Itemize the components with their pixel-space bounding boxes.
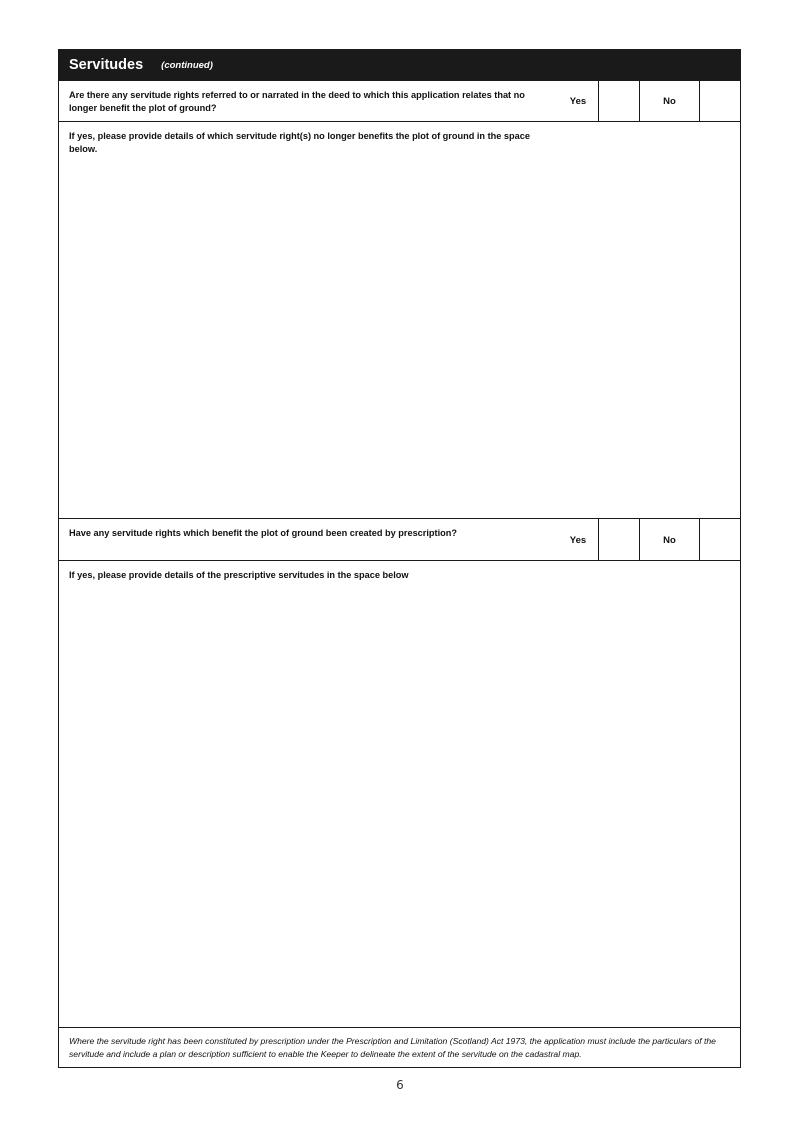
section-subtitle: (continued) — [161, 59, 213, 71]
question-2-yes-label: Yes — [569, 535, 587, 546]
question-row-1 — [59, 80, 740, 121]
question-2-no-checkbox[interactable] — [699, 519, 740, 560]
question-1-text: Are there any servitude rights referred to or narrated in the deed to which this application relates that no longer benefit the plot of ground? — [69, 90, 525, 113]
question-1-no-label: No — [639, 81, 699, 121]
question-2-yes-checkbox[interactable] — [598, 519, 639, 560]
servitudes-form — [58, 49, 741, 1068]
question-1-yes-checkbox[interactable] — [598, 81, 639, 121]
details-2-label: If yes, please provide details of the prescriptive servitudes in the space below — [69, 570, 409, 580]
question-1-yes-label: Yes — [569, 95, 587, 107]
question-1-no-checkbox[interactable] — [699, 81, 740, 121]
section-title: Servitudes — [69, 57, 144, 73]
footnote: Where the servitude right has been constituted by prescription under the Prescription and Limitation (Scotland) Act 1973, the application must include the particulars of the servitude and include a plan or description sufficient to enable the Keeper to delineate the extent of the servitude on the cadastral map. — [59, 1027, 740, 1067]
page-number: 6 — [396, 1078, 404, 1092]
question-2-no-label: No — [639, 519, 699, 560]
question-row-2 — [59, 518, 740, 560]
details-2-field[interactable] — [59, 560, 740, 1027]
details-1-label: If yes, please provide details of which servitude right(s) no longer benefits the plot of ground in the space below. — [69, 131, 530, 154]
details-1-field[interactable] — [59, 121, 740, 518]
question-2-text: Have any servitude rights which benefit the plot of ground been created by prescription? — [69, 528, 457, 538]
section-header — [59, 50, 740, 80]
